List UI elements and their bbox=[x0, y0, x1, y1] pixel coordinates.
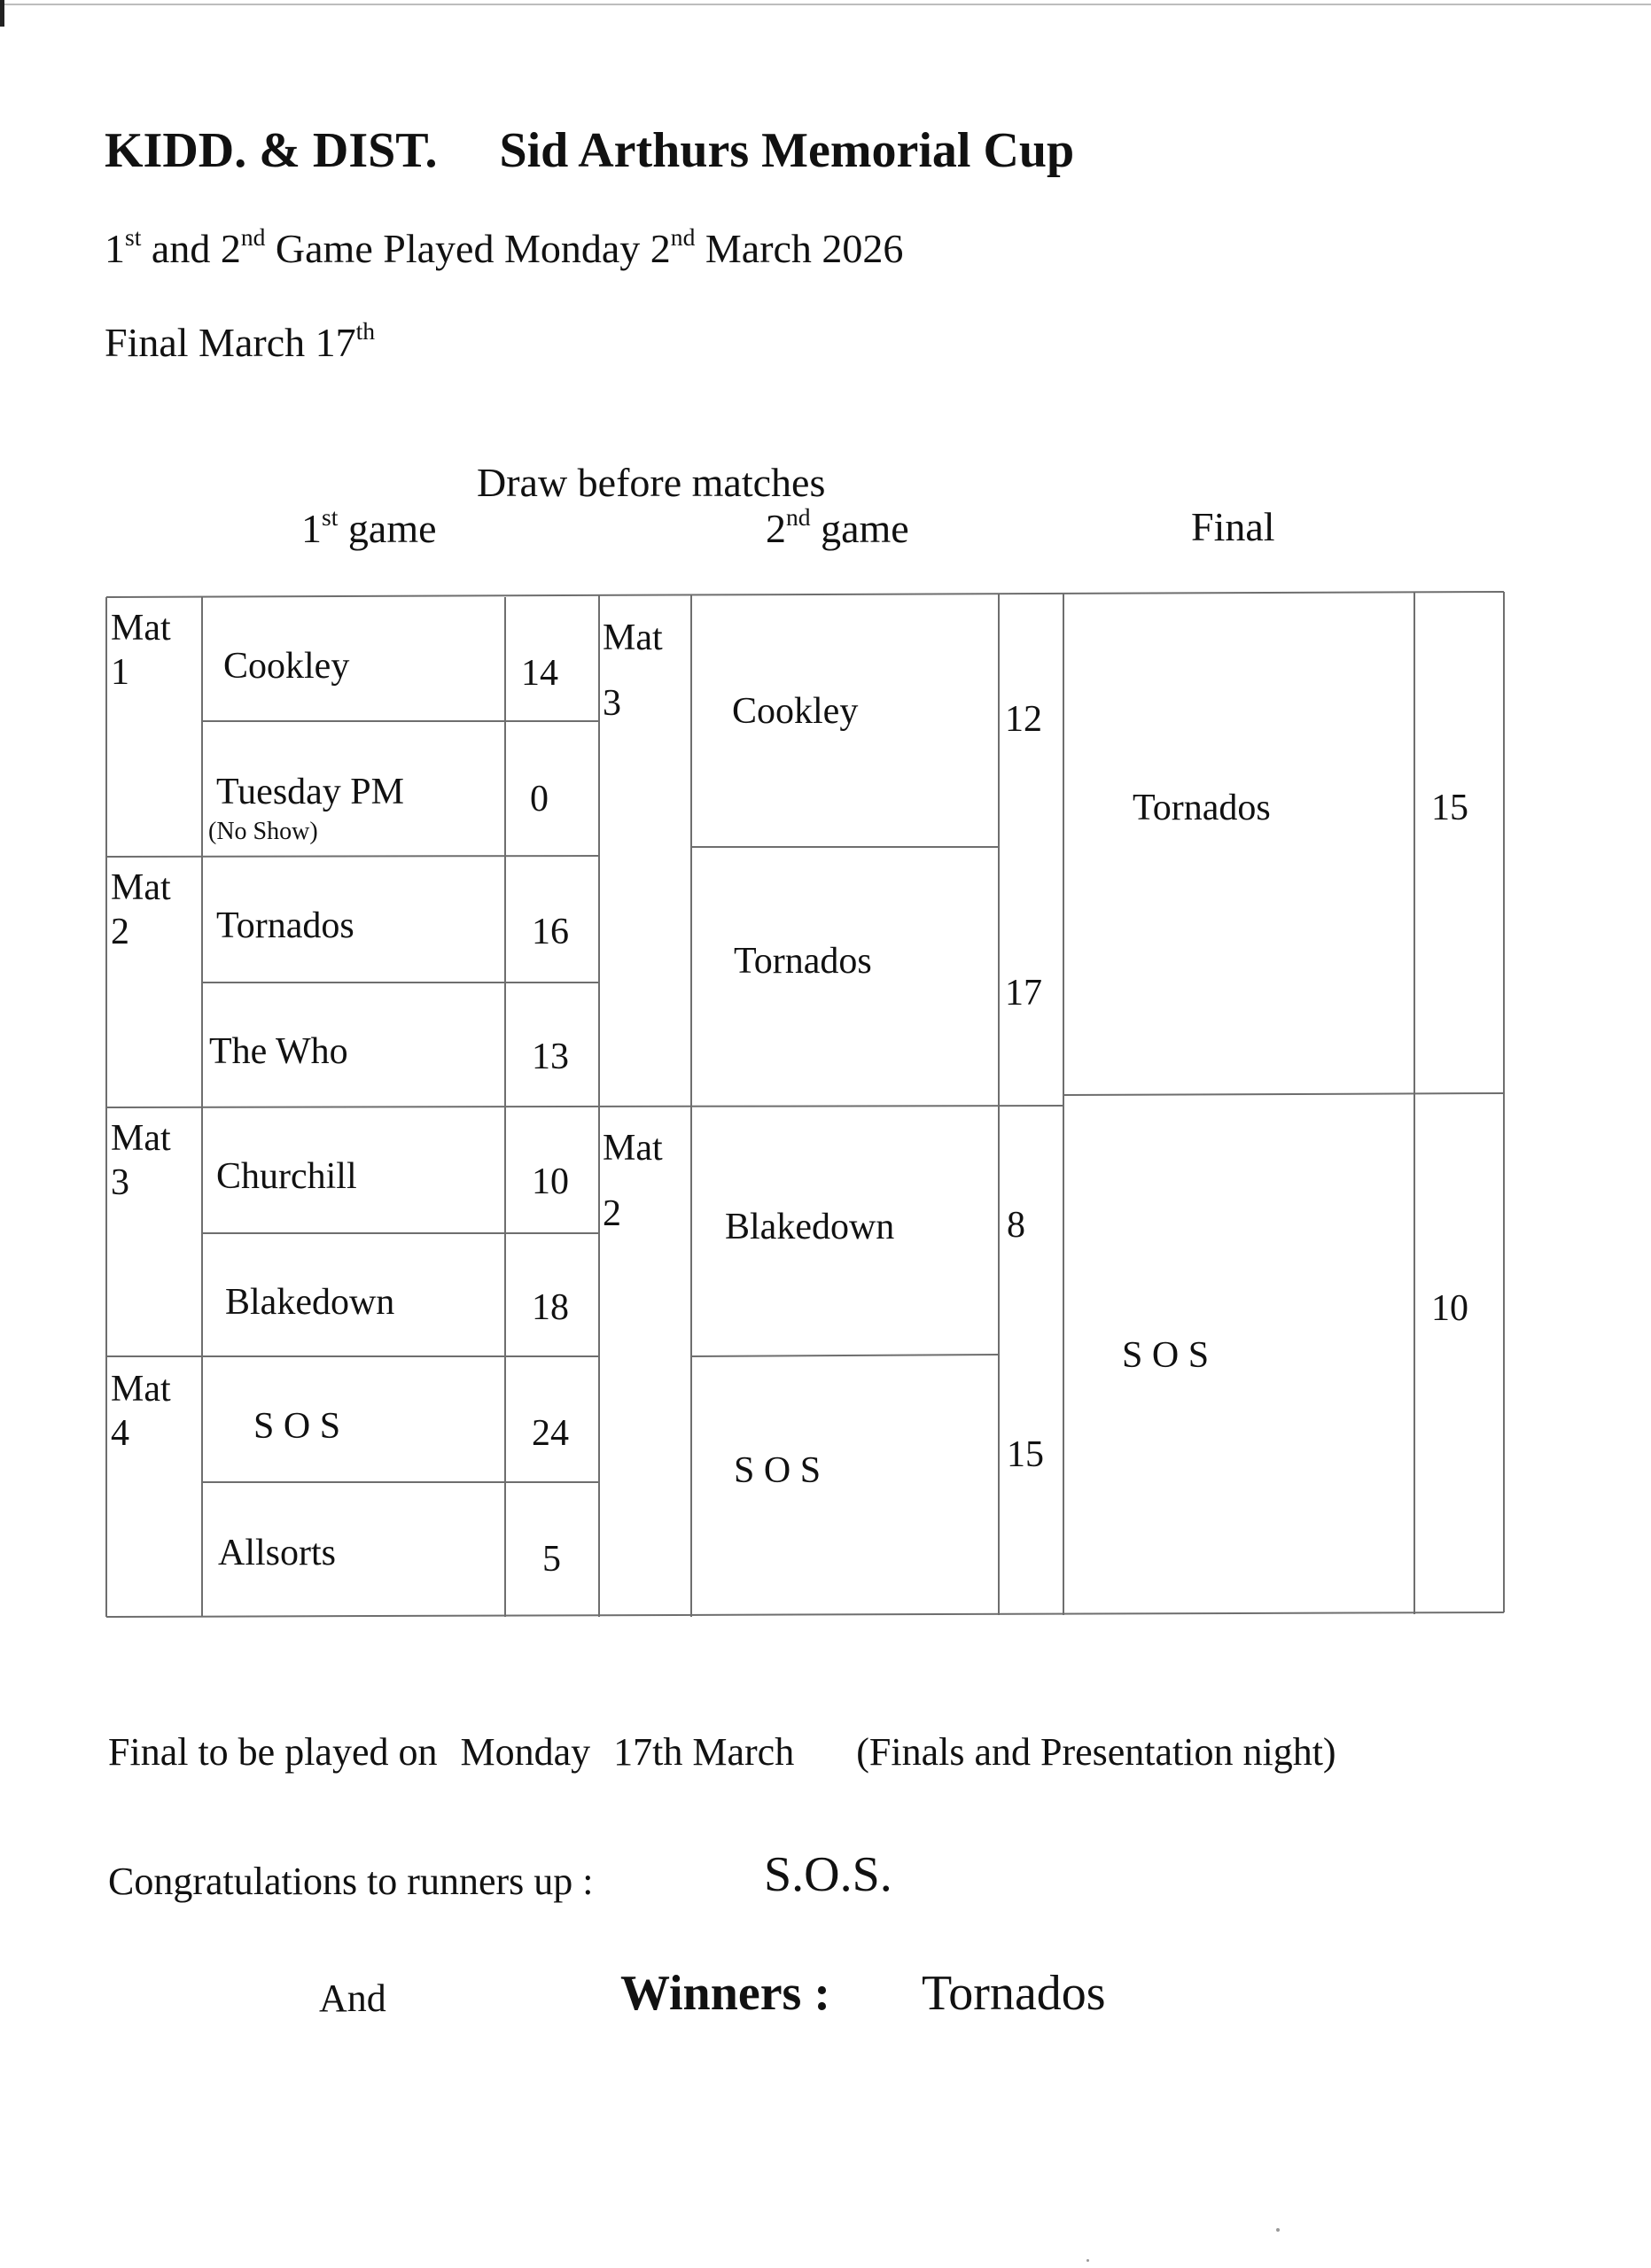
g1-team: Tuesday PM bbox=[216, 772, 405, 812]
g1-team: Blakedown bbox=[225, 1282, 395, 1323]
g1-score: 24 bbox=[532, 1413, 569, 1454]
g1-team: S O S bbox=[253, 1406, 341, 1447]
final-date-line: Final March 17th bbox=[105, 316, 376, 365]
g2-score: 12 bbox=[1005, 699, 1042, 740]
g2-team: Blakedown bbox=[725, 1207, 895, 1247]
g2-score: 8 bbox=[1007, 1205, 1025, 1246]
final-score: 15 bbox=[1431, 788, 1468, 828]
title-org: KIDD. & DIST. bbox=[105, 123, 438, 178]
g1-score: 13 bbox=[532, 1037, 569, 1077]
page-title bbox=[105, 122, 1074, 179]
g1-team: Cookley bbox=[223, 646, 350, 687]
g2-score: 15 bbox=[1007, 1434, 1044, 1475]
g1-score: 14 bbox=[521, 653, 558, 694]
scan-left-mark bbox=[0, 0, 4, 27]
g1-score: 18 bbox=[532, 1287, 569, 1328]
no-show-note: (No Show) bbox=[208, 818, 318, 845]
g1-mat-1: Mat 1 bbox=[111, 608, 171, 694]
game1-heading: 1st game bbox=[301, 502, 437, 551]
games-date-line: 1st and 2nd Game Played Monday 2nd March 2026 bbox=[105, 222, 904, 271]
g1-score: 5 bbox=[542, 1539, 561, 1580]
g1-team: Allsorts bbox=[218, 1533, 337, 1573]
g1-team: Churchill bbox=[216, 1156, 357, 1197]
g2-team: Cookley bbox=[732, 691, 859, 732]
winners-team: Tornados bbox=[922, 1966, 1106, 2021]
final-team: S O S bbox=[1122, 1335, 1210, 1376]
final-score: 10 bbox=[1431, 1288, 1468, 1329]
winners-label: Winners : bbox=[620, 1966, 830, 2021]
draw-label: Draw before matches bbox=[477, 460, 826, 505]
g2-team: Tornados bbox=[734, 941, 872, 982]
g1-mat-3: Mat 3 bbox=[111, 1118, 171, 1204]
g1-mat-2: Mat 2 bbox=[111, 867, 171, 953]
g2-mat-2: Mat 2 bbox=[603, 1128, 663, 1234]
g1-mat-4: Mat 4 bbox=[111, 1369, 171, 1455]
g2-score: 17 bbox=[1005, 973, 1042, 1014]
game2-heading: 2nd game bbox=[766, 502, 909, 551]
g1-score: 10 bbox=[532, 1161, 569, 1202]
final-played-line: Final to be played on Monday 17th March (Finals and Presentation night) bbox=[108, 1730, 1336, 1774]
scan-speck bbox=[1276, 2228, 1280, 2232]
final-team: Tornados bbox=[1133, 788, 1271, 828]
runners-up-label: Congratulations to runners up : bbox=[108, 1860, 594, 1903]
g1-score: 0 bbox=[530, 779, 549, 819]
g1-team: The Who bbox=[209, 1031, 348, 1072]
runners-up-team: S.O.S. bbox=[764, 1847, 892, 1902]
and-label: And bbox=[319, 1977, 386, 2020]
g2-team: S O S bbox=[734, 1450, 822, 1491]
g1-team: Tornados bbox=[216, 905, 354, 946]
title-cup: Sid Arthurs Memorial Cup bbox=[499, 123, 1075, 178]
g2-mat-3: Mat 3 bbox=[603, 617, 663, 724]
scan-speck bbox=[1086, 2259, 1089, 2262]
final-heading: Final bbox=[1191, 504, 1275, 549]
scan-top-edge bbox=[0, 4, 1651, 5]
g1-score: 16 bbox=[532, 912, 569, 952]
